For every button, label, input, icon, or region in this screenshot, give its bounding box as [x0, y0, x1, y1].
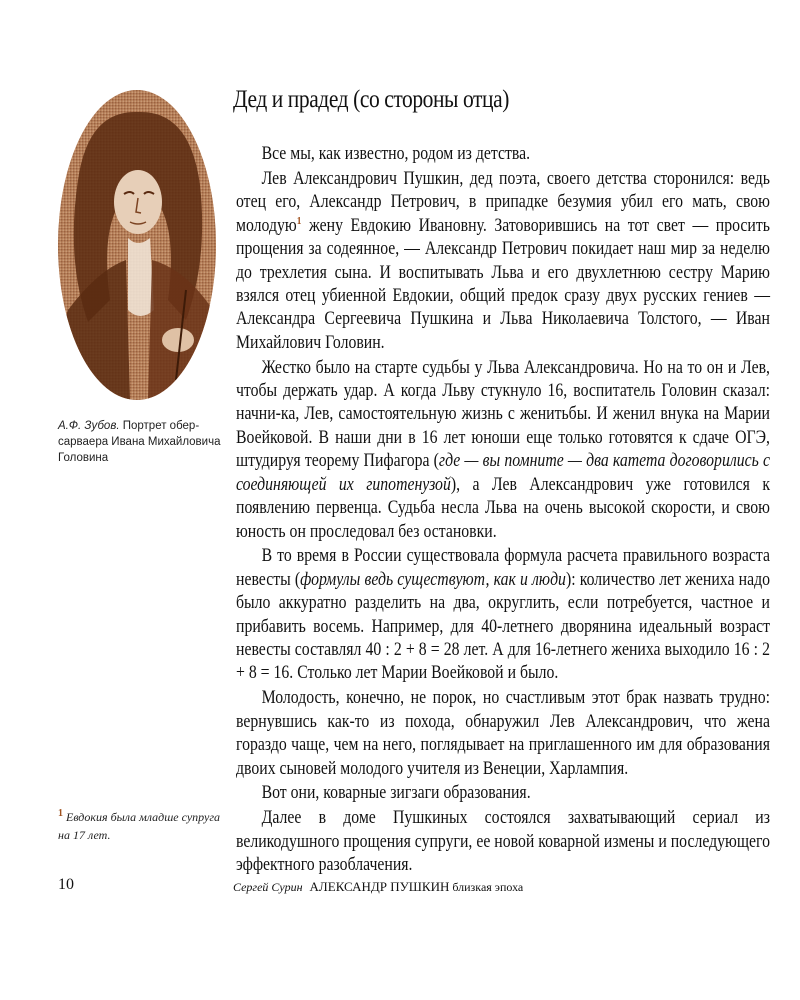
footnote: [58, 808, 228, 844]
footnote-text: Евдокия была младше супруга на 17 лет.: [58, 810, 221, 842]
portrait-caption: [58, 418, 233, 466]
footnote-reference[interactable]: 1: [296, 214, 302, 227]
portrait-golovin: [58, 90, 216, 400]
paragraph-3-italic: где — вы помните — два катета договорились с соединяющей их гипотенузой: [236, 451, 770, 495]
paragraph-4-italic: формулы ведь существуют, как и люди: [300, 569, 566, 590]
paragraph-1: Все мы, как известно, родом из детства.: [261, 144, 531, 164]
footer-book-title: АЛЕКСАНДР ПУШКИН: [309, 879, 450, 894]
paragraph-2: [236, 168, 770, 355]
footer-author: Сергей Сурин: [233, 880, 303, 894]
footnote-mark: 1: [58, 808, 63, 819]
paragraph-2-part-a: Лев Александрович Пушкин, дед поэта, своего детства сторонился: ведь отец его, Александр Петрович, в припадке безумия убил его мать, свою молодую: [236, 168, 770, 236]
paragraph-4: [236, 545, 770, 685]
portrait-image: [58, 90, 216, 400]
paragraph-2-part-b: жену Евдокию Ивановну. Затоворившись на тот свет — просить прощения за содеянное, — Александр Петрович покидает наш мир за неделю до трехлетия сына. И воспитывать Льва и его двухлетнюю сестру Марию взялся отец убиенной Евдокии, общий предок сразу двух русских гениев — Александра Сергеевича Пушкина и Льва Николаевича Толстого, — Иван Михайлович Головин.: [236, 215, 770, 353]
paragraph-3-part-b: ), а Лев Александрович уже готовился к появлению первенца. Судьба несла Льва на очень высокой скорости, и свою юность он проследовал без остановки.: [236, 474, 770, 542]
paragraph-3: [236, 357, 770, 544]
paragraph-5: Молодость, конечно, не порок, но счастливым этот брак назвать трудно: вернувшись как-то из похода, обнаружил Лев Александрович, что жена гораздо чаще, чем на него, поглядывает на приглашенного им для образования двоих сыновей молодого учителя из Венеции, Харлампия.: [236, 688, 770, 779]
paragraph-7: Далее в доме Пушкиных состоялся захватывающий сериал из великодушного прощения супруги, ее новой коварной измены и последующего эффектного разоблачения.: [236, 808, 770, 876]
page-title: Дед и прадед (со стороны отца): [233, 86, 509, 113]
caption-author: А.Ф. Зубов.: [58, 420, 120, 432]
paragraph-4-part-b: ): количество лет жениха надо было аккуратно разделить на два, округлить, если потребуется, частное и прибавить восемь. Например, для 40-летнего дворянина идеальный возраст невесты составлял 40 : 2 + 8 = 28 лет. А для 16-летнего жениха выходило 16 : 2 + 8 = 16. Столько лет Марии Воейковой и было.: [236, 569, 770, 684]
body-text: [236, 143, 770, 878]
footer-subtitle: близкая эпоха: [452, 880, 524, 894]
paragraph-3-part-a: Жестко было на старте судьбы у Льва Александровича. Но на то он и Лев, чтобы держать удар. А когда Льву стукнуло 16, воспитатель Головин сказал: начни-ка, Лев, самостоятельную жизнь с женитьбы. И женил внука на Марии Воейковой. В наши дни в 16 лет юноши еще только готовятся к сдаче ОГЭ, штудируя теорему Пифагора (: [236, 357, 770, 472]
paragraph-4-part-a: В то время в России существовала формула расчета правильного возраста невесты (: [236, 546, 770, 590]
paragraph-6: Вот они, коварные зигзаги образования.: [261, 783, 531, 804]
running-footer: [233, 879, 523, 895]
caption-text: Портрет обер-сарваера Ивана Михайловича Головина: [58, 420, 221, 464]
page-number: 10: [58, 876, 74, 893]
